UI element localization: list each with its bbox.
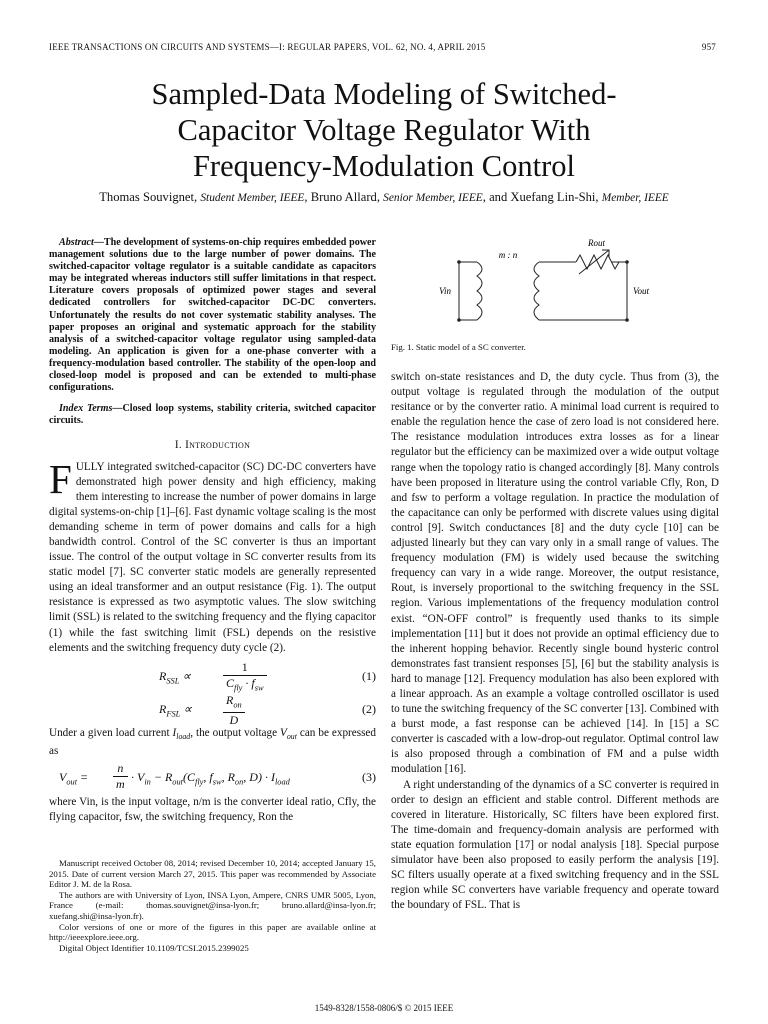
footnotes (49, 858, 376, 953)
author-affiliation: Member, IEEE (601, 192, 669, 204)
author-list: Thomas Souvignet, Student Member, IEEE, Bruno Allard, Senior Member, IEEE, and Xuefang Lin-Shi, Member, IEEE (99, 190, 669, 204)
intro-paragraph: FULLY integrated switched-capacitor (SC) DC-DC converters have demonstrated high power density and high efficiency, making them interesting to increase the number of power domains in large digital systems-on-chip [1]–[6]. Fast dynamic voltage scaling is the most demanding scheme in term of power domains and calls for a high bandwidth control. Control of the SC converter is thus an important issue. The control of the output voltage in SC converter results from its static model [7]. SC converter static models are generally represented using an ideal transformer and an output resistance (Fig. 1). The output resistance is expressed as two asymptotic values. The slow switching limit (SSL) is related to the switching frequency and the flying capacitor (1) while the fast switching limit (FSL) depends on the resistive elements and the switching frequency duty cycle (2). (49, 455, 376, 654)
author-affiliation: Senior Member, IEEE (383, 192, 483, 204)
page-number: 957 (701, 42, 716, 52)
author-name: Xuefang Lin-Shi (510, 190, 596, 204)
footnote: Digital Object Identifier 10.1109/TCSI.2015.2399025 (59, 942, 249, 953)
title-line: Sampled-Data Modeling of Switched- (151, 77, 617, 111)
left-column (49, 237, 376, 825)
footnote: Manuscript received October 08, 2014; revised December 10, 2014; accepted January 15, 2015. Date of current version March 27, 2015. This paper was recommended by Associate Editor J. M. de la Rosa. (49, 858, 376, 890)
vout-label: Vout (633, 286, 650, 296)
title-line: Capacitor Voltage Regulator With (177, 113, 591, 147)
equation-2: $R_{FSL}$ ∝ $R_{on}$ D (2) (159, 692, 376, 728)
copyright-footer: 1549-8328/1558-0806/$ © 2015 IEEE (314, 1003, 454, 1013)
journal-name: IEEE TRANSACTIONS ON CIRCUITS AND SYSTEMS—I: REGULAR PAPERS, VOL. 62, NO. 4, APRIL 2015 (49, 42, 486, 52)
equation-1: $R_{SSL}$ ∝ 1 $C_{fly} \cdot f_{sw}$ (1) (159, 659, 376, 693)
vin-label: Vin (439, 286, 451, 296)
running-header (49, 42, 716, 52)
author-affiliation: Student Member, IEEE (200, 192, 305, 204)
body-paragraph: A right understanding of the dynamics of a SC converter is required in order to design an efficient and stable control. Different methods are covered in literature. Historically, SC filters have been explored first. The time-domain and frequency-domain analysis are performed with state equation formulation [17] or nodal analysis [18]. Special purpose simulator have been also proposed to easily perform the analysis [19]. SC filters usually operate at a fixed switching frequency and in the SSL region while SC converters have variable frequency and operate toward the boundary of FSL. That is (391, 778, 719, 912)
section-heading: I. Introduction (174, 439, 251, 452)
abstract: Abstract—The development of systems-on-chip requires embedded power management solutions due to the large number of power domains. The switched-capacitor voltage regulator is a suitable candidate as capacitors may be integrated whereas inductors still suffer limitations in that respect. Literature covers proposals of optimized power stages and several dedicated controllers for switched-capacitor DC-DC converters. Unfortunately the results do not cover systematic stability analyses. The paper proposes an original and systematic approach for the stability analysis of a switched-capacitor voltage regulator using sampled-data modeling. An application is given for a one-phase converter with a frequency-modulation based controller. The stability of the open-loop and closed-loop model is proposed and can be extended to multi-phase configurations. (49, 237, 376, 394)
footnote: Color versions of one or more of the figures in this paper are available online at http://ieeexplore.ieee.org. (49, 921, 376, 943)
footnote: The authors are with University of Lyon, INSA Lyon, Ampere, CNRS UMR 5005, Lyon, France (e-mail: thomas.souvignet@insa-lyon.fr; bruno.allard@insa-lyon.fr; xuefang.shi@insa-lyon.fr). (49, 889, 376, 921)
paper-title (40, 76, 728, 184)
author-name: Bruno Allard (310, 190, 377, 204)
right-column (391, 370, 719, 913)
ratio-label: m : n (498, 250, 518, 260)
intro-paragraph: Under a given load current $I_{load}$, the output voltage $V_{out}$ can be expressed as (49, 726, 376, 758)
equation-3: $V_{out}$ = $\frac{n}{m}$ · $V_{in} - R_{out}(C_{fly}$, $f_{sw}$, $R_{on}$, $D) \cdot I_{load}$ (3) (59, 761, 376, 792)
figure-1-circuit (391, 232, 719, 342)
index-terms: Index Terms—Closed loop systems, stability criteria, switched capacitor circuits. (49, 403, 376, 427)
rout-label: Rout (588, 238, 605, 248)
intro-paragraph: where Vin, is the input voltage, n/m is the converter ideal ratio, Cfly, the flying capacitor, fsw, the switching frequency, Ron the (49, 796, 376, 824)
body-paragraph: switch on-state resistances and D, the duty cycle. Thus from (3), the output voltage is regulated through the modulation of the output resitance or by the converter ratio. A minimal load current is required to enable the regulation hence the case of zero load is not considered here. The resistance modulation introduces extra losses as for a linear regulator but the efficiency can be maximized over a wide output voltage range when the topology ratio is changed accordingly [8]. Many controls have been proposed in literature using the control variable Cfly, Ron, D and fsw to perform a voltage regulation. In practice the modulation of the capacitance can only be performed with discrete values using digital control [9]. Switch conductances [8] and the duty cycle [10] can be adjusted linearly but they can vary only in a small range of values. The frequency modulation (FM) is widely used because the switching frequency can vary in a wide range. Moreover, the output resistance, Rout, is inversely proportional to the switching frequency in the SSL region. Various implementations of the frequency modulation control exist. “ON-OFF control” is frequently used thanks to its simple implementation [11] but it does not provide an optimal efficiency due to the inherent hopping behavior. Recently single bound hysteric control demonstrates fast transient responses [5], [6] but the stability analysis is hard to manage [12]. Frequency modulation has also been explored with a linear approach. As an example a voltage controlled oscillator is used to tune the switching frequency of the SC converter [13]. Combined with a burst mode, a fast response can be achieved [14]. In [15] a SC converter is cascaded with a low-drop-out regulator. Optimal control law is also proposed through a combination of FM and a pulse width modulation [16]. (391, 371, 719, 776)
figure-caption: Fig. 1. Static model of a SC converter. (391, 342, 526, 352)
title-line: Frequency-Modulation Control (192, 149, 576, 183)
drop-cap: F (49, 455, 72, 502)
author-name: Thomas Souvignet (99, 190, 195, 204)
